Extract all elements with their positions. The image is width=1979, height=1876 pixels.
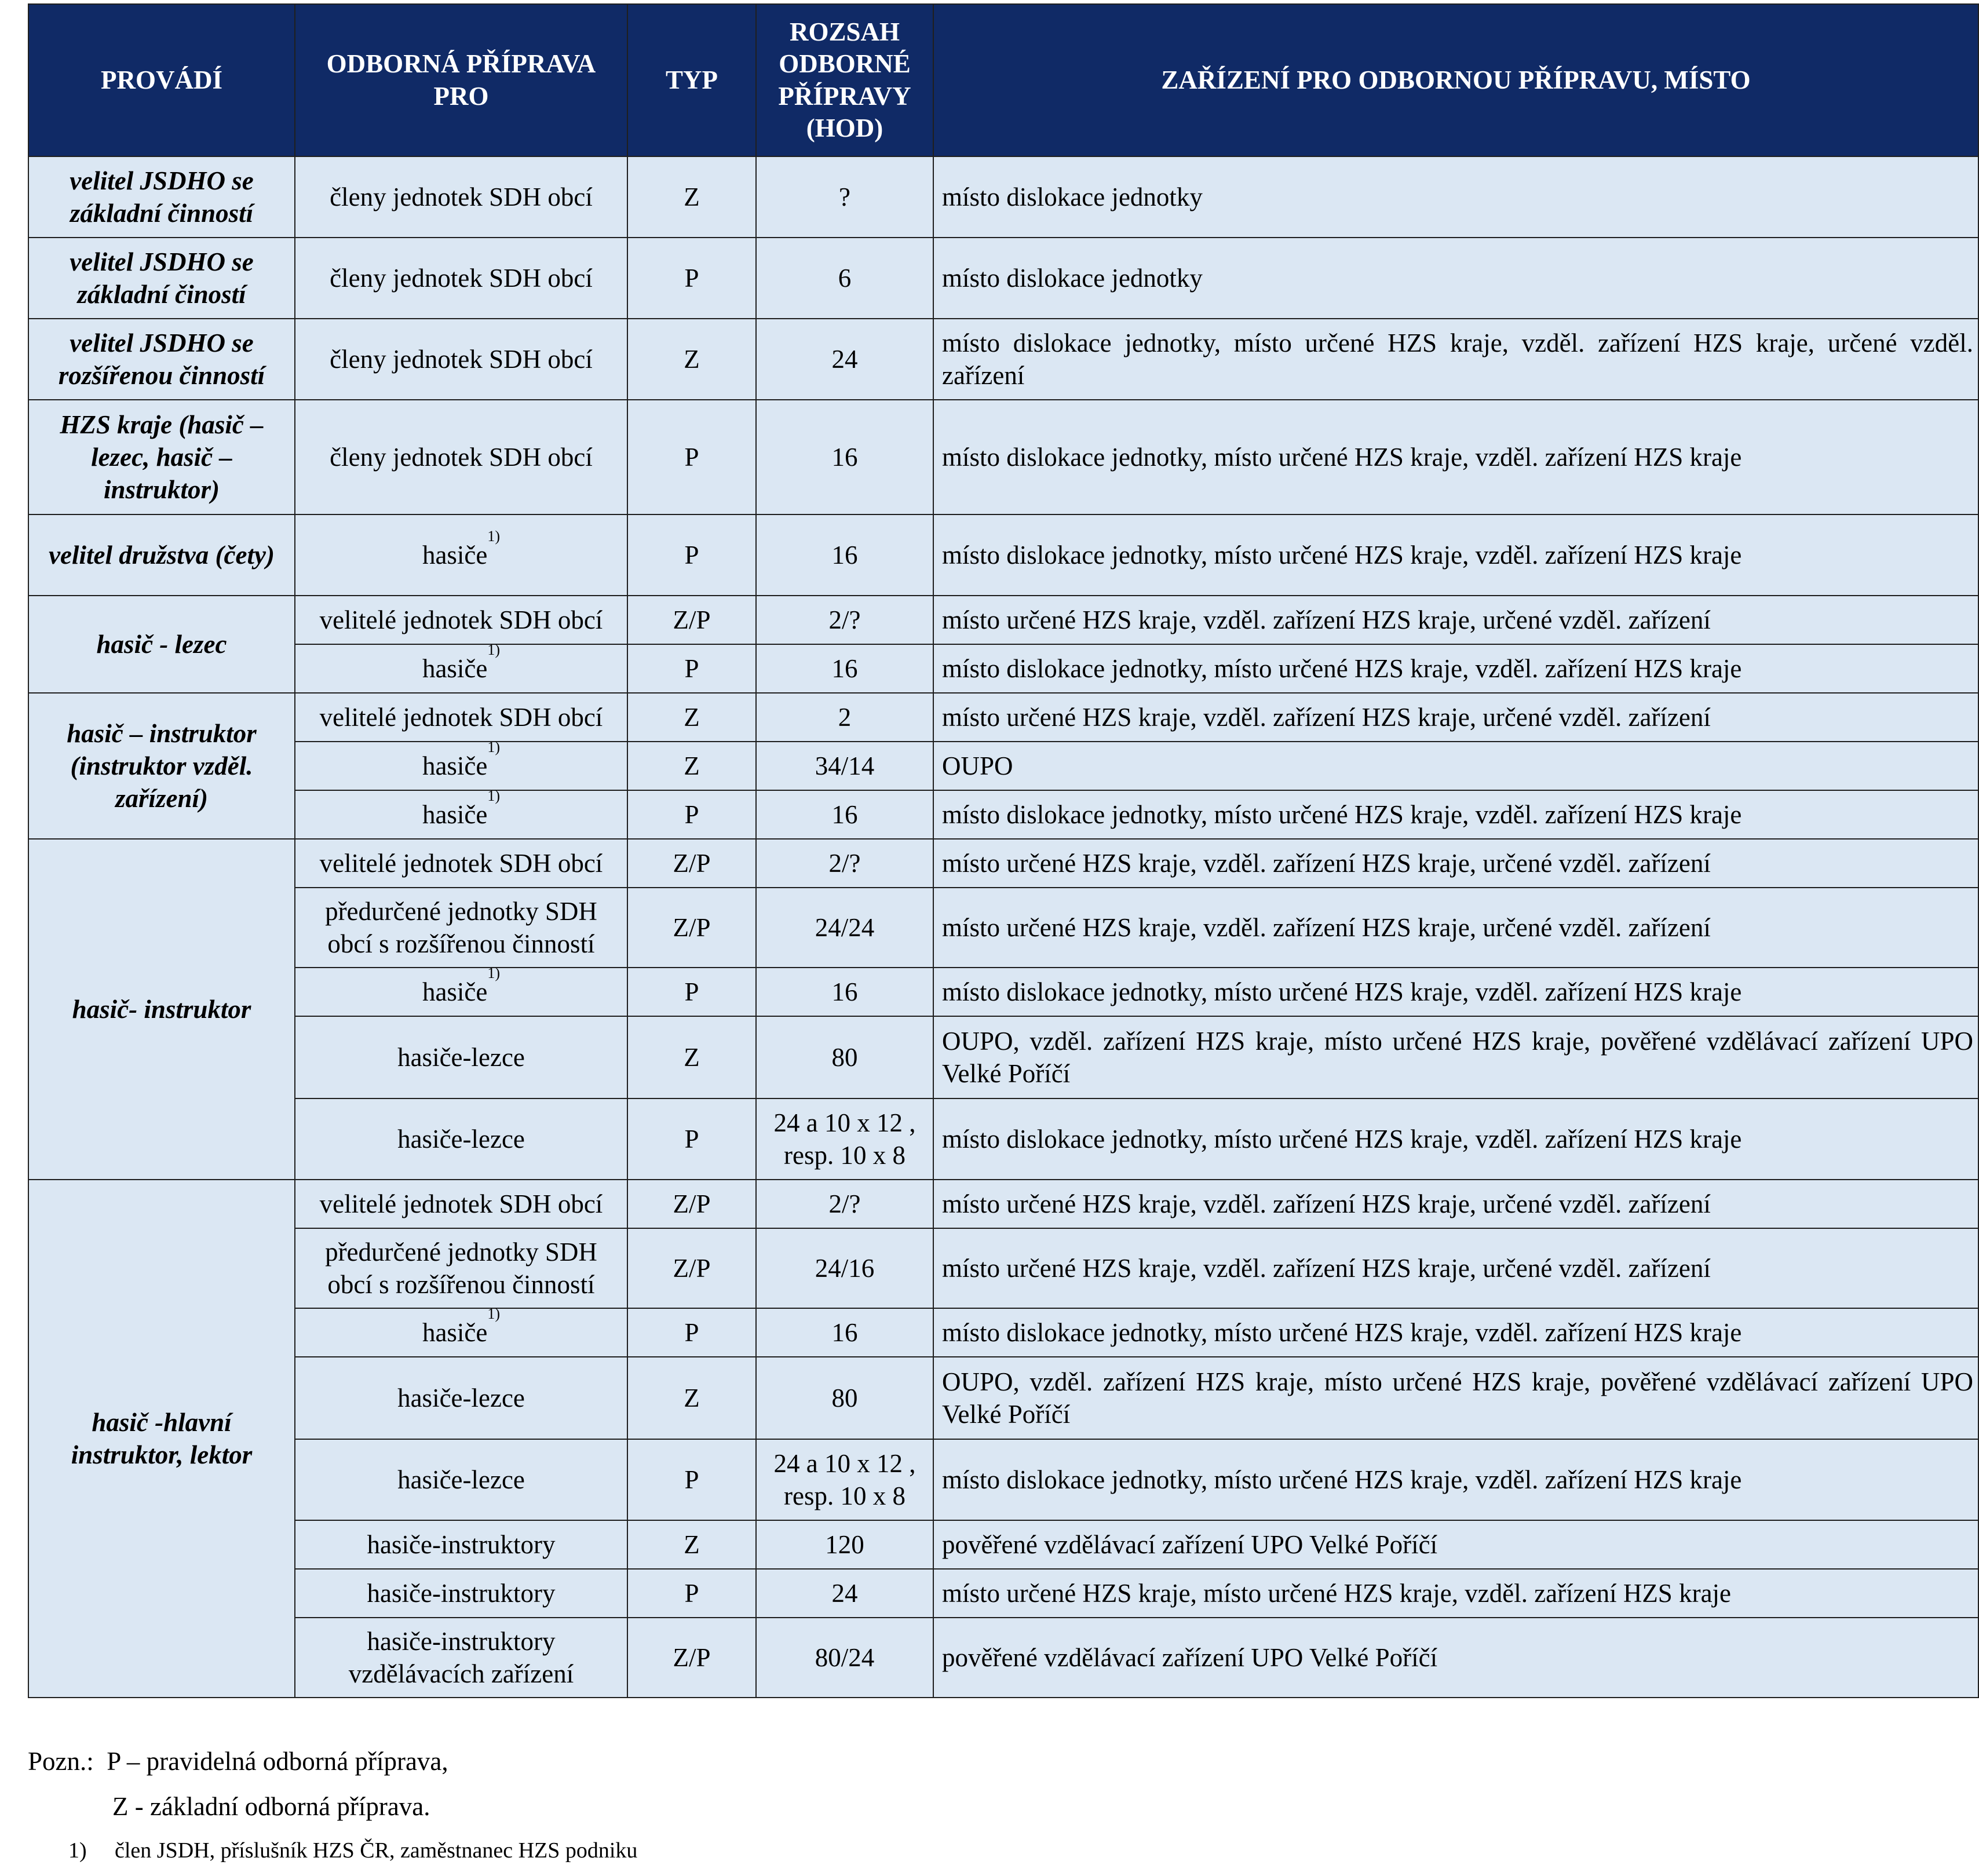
table-row (28, 156, 1978, 238)
table-row (28, 1228, 1978, 1308)
provadi-cell: HZS kraje (hasič – lezec, hasič – instruktor) (28, 400, 295, 514)
table-row (28, 1180, 1978, 1228)
typ-cell: P (627, 790, 756, 839)
priprava-pro-cell (295, 319, 627, 400)
typ-cell: P (627, 238, 756, 319)
typ-cell: Z (627, 1357, 756, 1439)
rozsah-cell: 16 (756, 400, 933, 514)
table-row (28, 790, 1978, 839)
typ-cell: Z/P (627, 1228, 756, 1308)
typ-cell: Z (627, 1016, 756, 1098)
header-odborna-priprava-pro: ODBORNÁ PŘÍPRAVA PRO (295, 4, 627, 156)
priprava-pro-cell (295, 238, 627, 319)
priprava-pro-cell (295, 738, 627, 790)
priprava-pro-cell (295, 888, 627, 968)
priprava-pro-text: členy jednotek SDH obcí (330, 442, 593, 472)
priprava-pro-text: hasiče (422, 751, 488, 780)
footnote-ref: 1) (487, 787, 501, 804)
provadi-cell: velitel družstva (čety) (28, 514, 295, 596)
priprava-pro-text: členy jednotek SDH obcí (330, 182, 593, 211)
misto-cell: místo dislokace jednotky, místo určené HZS kraje, vzděl. zařízení HZS kraje (933, 790, 1978, 839)
priprava-pro-cell (295, 514, 627, 596)
rozsah-cell: 16 (756, 514, 933, 596)
typ-cell: Z (627, 1520, 756, 1569)
typ-cell: P (627, 1308, 756, 1357)
typ-cell: P (627, 1439, 756, 1520)
rozsah-cell: 16 (756, 644, 933, 693)
typ-cell: P (627, 644, 756, 693)
rozsah-cell: 120 (756, 1520, 933, 1569)
priprava-pro-cell (295, 1618, 627, 1698)
table-row (28, 1569, 1978, 1618)
priprava-pro-text: velitelé jednotek SDH obcí (319, 848, 603, 878)
footnote-ref: 1) (487, 1305, 501, 1322)
priprava-pro-text: hasiče (422, 540, 488, 570)
priprava-pro-cell (295, 156, 627, 238)
header-row (28, 4, 1978, 156)
misto-cell: místo určené HZS kraje, vzděl. zařízení HZS kraje, určené vzděl. zařízení (933, 596, 1978, 644)
header-provadi: PROVÁDÍ (28, 4, 295, 156)
misto-cell: pověřené vzdělávací zařízení UPO Velké Poříčí (933, 1520, 1978, 1569)
priprava-pro-text: hasiče-instruktory vzdělávacích zařízení (348, 1626, 574, 1688)
misto-cell: místo dislokace jednotky, místo určené HZS kraje, vzděl. zařízení HZS kraje (933, 968, 1978, 1016)
rozsah-cell: 24 a 10 x 12 , resp. 10 x 8 (756, 1439, 933, 1520)
note-p (28, 1744, 448, 1789)
priprava-pro-text: předurčené jednotky SDH obcí s rozšířenou činností (325, 896, 597, 958)
priprava-pro-cell (295, 1228, 627, 1308)
provadi-cell: velitel JSDHO se základní činností (28, 156, 295, 238)
table-row (28, 1357, 1978, 1439)
training-table (28, 3, 1979, 1698)
table-row (28, 1016, 1978, 1098)
rozsah-cell: 80/24 (756, 1618, 933, 1698)
typ-cell: Z (627, 693, 756, 742)
table-row (28, 1308, 1978, 1357)
priprava-pro-text: hasiče-lezce (397, 1124, 525, 1154)
typ-cell: P (627, 1569, 756, 1618)
header-rozsah: ROZSAH ODBORNÉ PŘÍPRAVY (HOD) (756, 4, 933, 156)
rozsah-cell: 24 (756, 319, 933, 400)
priprava-pro-cell (295, 693, 627, 742)
table-row (28, 644, 1978, 693)
table-row (28, 400, 1978, 514)
priprava-pro-cell (295, 1180, 627, 1228)
note-prefix: Pozn.: (28, 1747, 94, 1776)
notes (28, 1744, 448, 1834)
table-row (28, 1439, 1978, 1520)
priprava-pro-text: hasiče (422, 654, 488, 683)
table-row (28, 319, 1978, 400)
priprava-pro-cell (295, 1357, 627, 1439)
priprava-pro-cell (295, 1520, 627, 1569)
misto-cell: místo určené HZS kraje, vzděl. zařízení HZS kraje, určené vzděl. zařízení (933, 693, 1978, 742)
misto-cell: místo dislokace jednotky, místo určené HZS kraje, vzděl. zařízení HZS kraje (933, 400, 1978, 514)
misto-cell: OUPO (933, 742, 1978, 790)
priprava-pro-cell (295, 1439, 627, 1520)
rozsah-cell: 2/? (756, 839, 933, 888)
table-body (28, 156, 1978, 1698)
rozsah-cell: 16 (756, 968, 933, 1016)
typ-cell: Z/P (627, 1180, 756, 1228)
footnote-ref: 1) (487, 641, 501, 658)
typ-cell: Z/P (627, 888, 756, 968)
priprava-pro-text: velitelé jednotek SDH obcí (319, 1189, 603, 1218)
priprava-pro-cell (295, 1098, 627, 1180)
table-row (28, 968, 1978, 1016)
priprava-pro-cell (295, 1305, 627, 1357)
priprava-pro-cell (295, 787, 627, 839)
misto-cell: OUPO, vzděl. zařízení HZS kraje, místo určené HZS kraje, pověřené vzdělávací zařízení UPO Velké Poříčí (933, 1357, 1978, 1439)
provadi-cell: hasič – instruktor (instruktor vzděl. zařízení) (28, 693, 295, 839)
priprava-pro-text: velitelé jednotek SDH obcí (319, 605, 603, 634)
rozsah-cell: 80 (756, 1016, 933, 1098)
rozsah-cell: 2/? (756, 596, 933, 644)
typ-cell: P (627, 968, 756, 1016)
misto-cell: místo určené HZS kraje, vzděl. zařízení HZS kraje, určené vzděl. zařízení (933, 1180, 1978, 1228)
table-row (28, 693, 1978, 742)
misto-cell: pověřené vzdělávací zařízení UPO Velké Poříčí (933, 1618, 1978, 1698)
provadi-cell: hasič - lezec (28, 596, 295, 693)
priprava-pro-cell (295, 641, 627, 693)
provadi-cell: hasič- instruktor (28, 839, 295, 1180)
rozsah-cell: 24 a 10 x 12 , resp. 10 x 8 (756, 1098, 933, 1180)
rozsah-cell: 16 (756, 1308, 933, 1357)
table-row (28, 1520, 1978, 1569)
rozsah-cell: 6 (756, 238, 933, 319)
rozsah-cell: 2 (756, 693, 933, 742)
footnote (68, 1838, 637, 1863)
misto-cell: místo dislokace jednotky, místo určené HZS kraje, vzděl. zařízení HZS kraje (933, 644, 1978, 693)
typ-cell: Z/P (627, 839, 756, 888)
priprava-pro-cell (295, 596, 627, 644)
typ-cell: P (627, 400, 756, 514)
misto-cell: místo určené HZS kraje, vzděl. zařízení HZS kraje, určené vzděl. zařízení (933, 839, 1978, 888)
misto-cell: místo určené HZS kraje, vzděl. zařízení HZS kraje, určené vzděl. zařízení (933, 1228, 1978, 1308)
misto-cell: místo dislokace jednotky, místo určené HZS kraje, vzděl. zařízení HZS kraje (933, 1308, 1978, 1357)
rozsah-cell: 2/? (756, 1180, 933, 1228)
rozsah-cell: 16 (756, 790, 933, 839)
misto-cell: místo dislokace jednotky, místo určené HZS kraje, vzděl. zařízení HZS kraje (933, 1439, 1978, 1520)
priprava-pro-text: členy jednotek SDH obcí (330, 344, 593, 374)
table-row (28, 596, 1978, 644)
misto-cell: místo dislokace jednotky, místo určené HZS kraje, vzděl. zařízení HZS kraje, určené vzděl. zařízení (933, 319, 1978, 400)
note-z (28, 1789, 448, 1834)
typ-cell: P (627, 1098, 756, 1180)
priprava-pro-text: hasiče-instruktory (367, 1578, 556, 1608)
header-zarizeni-misto: ZAŘÍZENÍ PRO ODBORNOU PŘÍPRAVU, MÍSTO (933, 4, 1978, 156)
footnote-marker: 1) (68, 1838, 87, 1863)
typ-cell: Z (627, 742, 756, 790)
table-row (28, 742, 1978, 790)
misto-cell: místo určené HZS kraje, vzděl. zařízení HZS kraje, určené vzděl. zařízení (933, 888, 1978, 968)
provadi-cell: hasič -hlavní instruktor, lektor (28, 1180, 295, 1698)
misto-cell: místo dislokace jednotky, místo určené HZS kraje, vzděl. zařízení HZS kraje (933, 514, 1978, 596)
priprava-pro-text: hasiče (422, 1317, 488, 1347)
rozsah-cell: ? (756, 156, 933, 238)
table-row (28, 888, 1978, 968)
table-row (28, 1618, 1978, 1698)
rozsah-cell: 24 (756, 1569, 933, 1618)
typ-cell: Z/P (627, 596, 756, 644)
priprava-pro-cell (295, 839, 627, 888)
typ-cell: Z (627, 319, 756, 400)
typ-cell: Z/P (627, 1618, 756, 1698)
priprava-pro-text: členy jednotek SDH obcí (330, 263, 593, 293)
priprava-pro-text: hasiče-instruktory (367, 1530, 556, 1559)
typ-cell: P (627, 514, 756, 596)
provadi-cell: velitel JSDHO se základní čiností (28, 238, 295, 319)
table-row (28, 1098, 1978, 1180)
misto-cell: místo dislokace jednotky (933, 238, 1978, 319)
priprava-pro-text: hasiče-lezce (397, 1042, 525, 1072)
footnote-ref: 1) (487, 964, 501, 981)
rozsah-cell: 24/16 (756, 1228, 933, 1308)
typ-cell: Z (627, 156, 756, 238)
table-row (28, 238, 1978, 319)
note-z-text: Z - základní odborná příprava. (112, 1792, 430, 1821)
priprava-pro-cell (295, 964, 627, 1016)
priprava-pro-cell (295, 1016, 627, 1098)
footnote-ref: 1) (487, 527, 501, 545)
rozsah-cell: 80 (756, 1357, 933, 1439)
priprava-pro-text: hasiče (422, 800, 488, 829)
footnote-text: člen JSDH, příslušník HZS ČR, zaměstnanec HZS podniku (115, 1838, 638, 1863)
priprava-pro-text: předurčené jednotky SDH obcí s rozšířenou činností (325, 1237, 597, 1299)
rozsah-cell: 24/24 (756, 888, 933, 968)
table-row (28, 514, 1978, 596)
note-p-text: P – pravidelná odborná příprava, (107, 1747, 448, 1776)
priprava-pro-text: hasiče-lezce (397, 1383, 525, 1413)
misto-cell: místo dislokace jednotky (933, 156, 1978, 238)
priprava-pro-cell (295, 1569, 627, 1618)
footnote-ref: 1) (487, 738, 501, 755)
rozsah-cell: 34/14 (756, 742, 933, 790)
table-row (28, 839, 1978, 888)
header-typ: TYP (627, 4, 756, 156)
misto-cell: místo dislokace jednotky, místo určené HZS kraje, vzděl. zařízení HZS kraje (933, 1098, 1978, 1180)
priprava-pro-text: hasiče-lezce (397, 1465, 525, 1494)
priprava-pro-text: hasiče (422, 977, 488, 1006)
misto-cell: OUPO, vzděl. zařízení HZS kraje, místo určené HZS kraje, pověřené vzdělávací zařízení UPO Velké Poříčí (933, 1016, 1978, 1098)
misto-cell: místo určené HZS kraje, místo určené HZS kraje, vzděl. zařízení HZS kraje (933, 1569, 1978, 1618)
priprava-pro-text: velitelé jednotek SDH obcí (319, 702, 603, 732)
priprava-pro-cell (295, 400, 627, 514)
provadi-cell: velitel JSDHO se rozšířenou činností (28, 319, 295, 400)
